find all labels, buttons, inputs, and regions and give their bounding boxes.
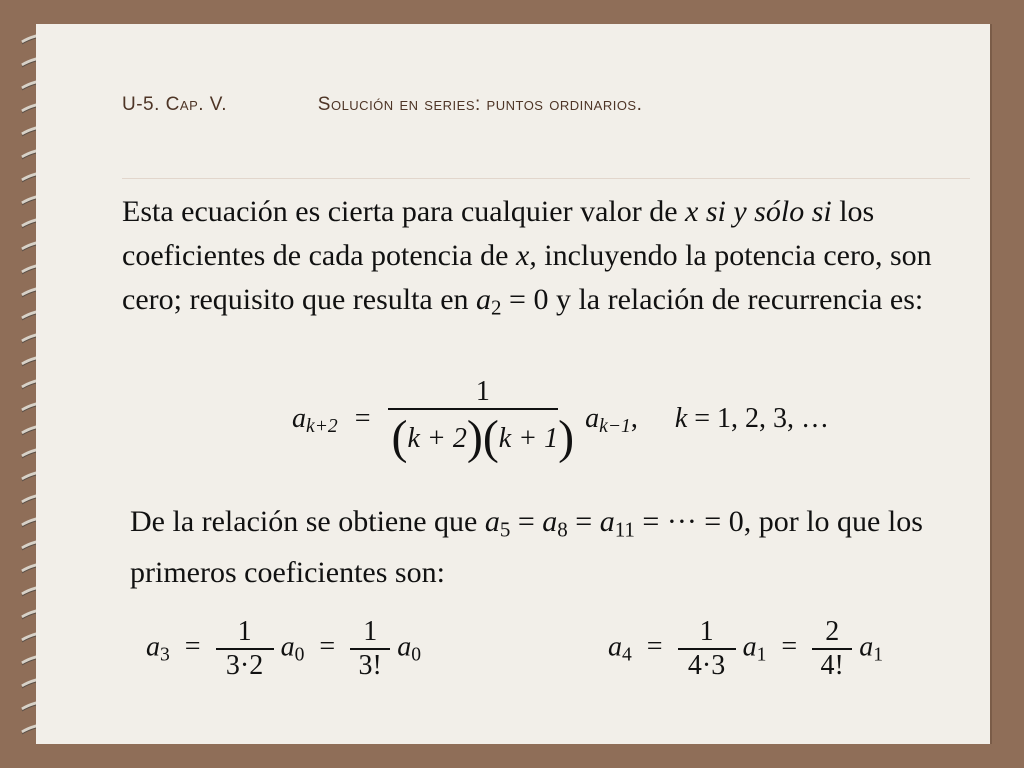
paragraph-condition: Esta ecuación es cierta para cualquier valor de x si y sólo si los coeficientes de cada potencia de x, incluyendo la potencia cero, son cero; requisito que resulta en $a_2 = 0$ y la relación de recurrencia es: xyxy=(122,195,932,320)
slide-header xyxy=(122,94,642,116)
slide-title: Solución en series: puntos ordinarios. xyxy=(317,94,643,115)
paragraph-coefficients: De la relación se obtiene que $a_5 = a_8 = a_{11}$ = ··· = 0, por lo que los primeros coeficientes son: xyxy=(130,505,923,590)
header-divider xyxy=(122,178,970,179)
recurrence-fraction: $\frac{1}{(k + 2)(k + 1)}$ xyxy=(388,376,579,465)
unit-label: U-5. Cap. V. xyxy=(122,94,228,115)
recurrence-equation: $a_{k+2}$ = $\frac{1}{(k + 2)(k + 1)}$ $a_{k-1}$, k = 1, 2, 3, … xyxy=(292,376,830,464)
equation-a4: $a_4$ = $\frac{1}{4\cdot 3}$ $a_1$ = $\frac{2}{4!}$ $a_1$ xyxy=(608,616,883,681)
equation-a3: $a_3$ = $\frac{1}{3\cdot 2}$ $a_0$ = $\frac{1}{3!}$ $a_0$ xyxy=(146,616,421,681)
